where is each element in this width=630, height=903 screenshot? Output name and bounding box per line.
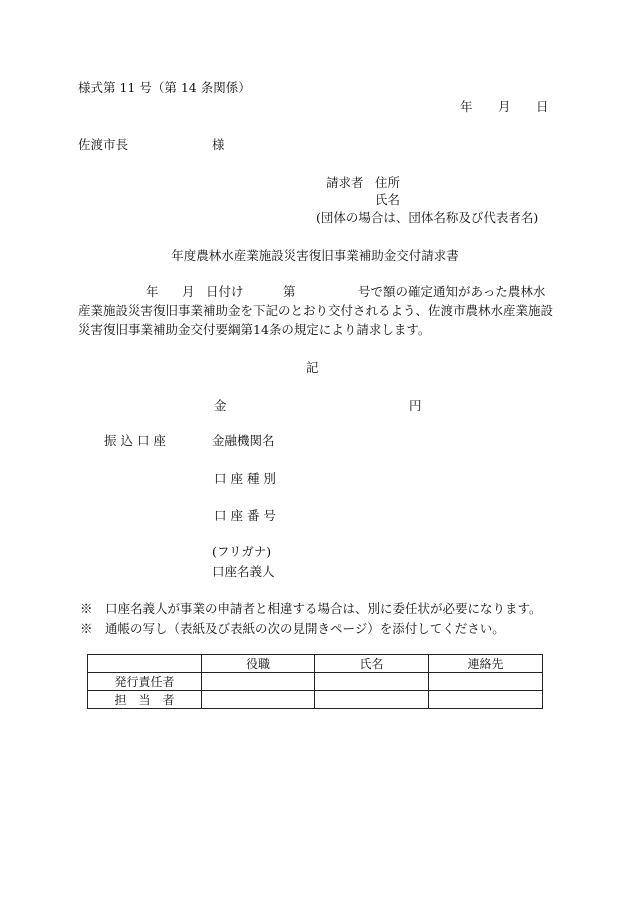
bank-furigana-label: (フリガナ): [212, 544, 272, 559]
addressee-name: 佐渡市長: [78, 137, 129, 152]
bank-account-type-label: 口 座 種 別: [214, 471, 276, 486]
body-line1-rest: 号で額の確定通知があった農林水: [358, 284, 546, 299]
addressee-honorific: 様: [212, 137, 225, 152]
contact-header-blank: [88, 655, 202, 673]
body-dated: 日付け: [206, 284, 244, 299]
row-label-issuer: 発行責任者: [88, 673, 202, 691]
table-row: [88, 673, 543, 691]
contact-table: [87, 654, 543, 709]
row-label-person-in-charge: 担 当 者: [88, 691, 202, 709]
contact-header-name: 氏名: [315, 655, 429, 673]
form-number: 様式第 11 号（第 14 条関係）: [78, 80, 251, 95]
body-no: 第: [283, 284, 296, 299]
body-month: 月: [182, 284, 195, 299]
bank-section-label: 振 込 口 座: [104, 433, 166, 448]
requester-address-label: 住所: [375, 175, 401, 190]
bank-account-number-label: 口 座 番 号: [214, 508, 276, 523]
date-day: 日: [536, 99, 549, 114]
body-year: 年: [146, 284, 159, 299]
contact-header-position: 役職: [202, 655, 315, 673]
bank-institution-label: 金融機関名: [212, 433, 275, 448]
requester-note: (団体の場合は、団体名称及び代表者名): [316, 210, 539, 225]
issuer-name-cell[interactable]: [315, 673, 429, 691]
person-position-cell[interactable]: [202, 691, 315, 709]
amount-unit: 円: [409, 398, 422, 413]
ki-heading: 記: [306, 360, 319, 375]
issuer-contact-cell[interactable]: [429, 673, 543, 691]
note-2: ※ 通帳の写し（表紙及び表紙の次の見開きページ）を添付してください。: [80, 621, 505, 636]
requester-label: 請求者: [326, 175, 364, 190]
note-1: ※ 口座名義人が事業の申請者と相違する場合は、別に委任状が必要になります。: [80, 601, 542, 616]
document-title: 年度農林水産業施設災害復旧事業補助金交付請求書: [171, 248, 459, 263]
amount-label: 金: [214, 398, 227, 413]
bank-holder-label: 口座名義人: [212, 564, 275, 579]
person-contact-cell[interactable]: [429, 691, 543, 709]
table-row: [88, 691, 543, 709]
contact-table-header-row: [88, 655, 543, 673]
body-line3: 災害復旧事業補助金交付要綱第14条の規定により請求します。: [78, 322, 431, 337]
person-name-cell[interactable]: [315, 691, 429, 709]
contact-header-contact: 連絡先: [429, 655, 543, 673]
requester-name-label: 氏名: [375, 192, 401, 207]
issuer-position-cell[interactable]: [202, 673, 315, 691]
date-month: 月: [498, 99, 511, 114]
body-line2: 産業施設災害復旧事業補助金を下記のとおり交付されるよう、佐渡市農林水産業施設: [78, 303, 554, 318]
date-year: 年: [460, 99, 473, 114]
